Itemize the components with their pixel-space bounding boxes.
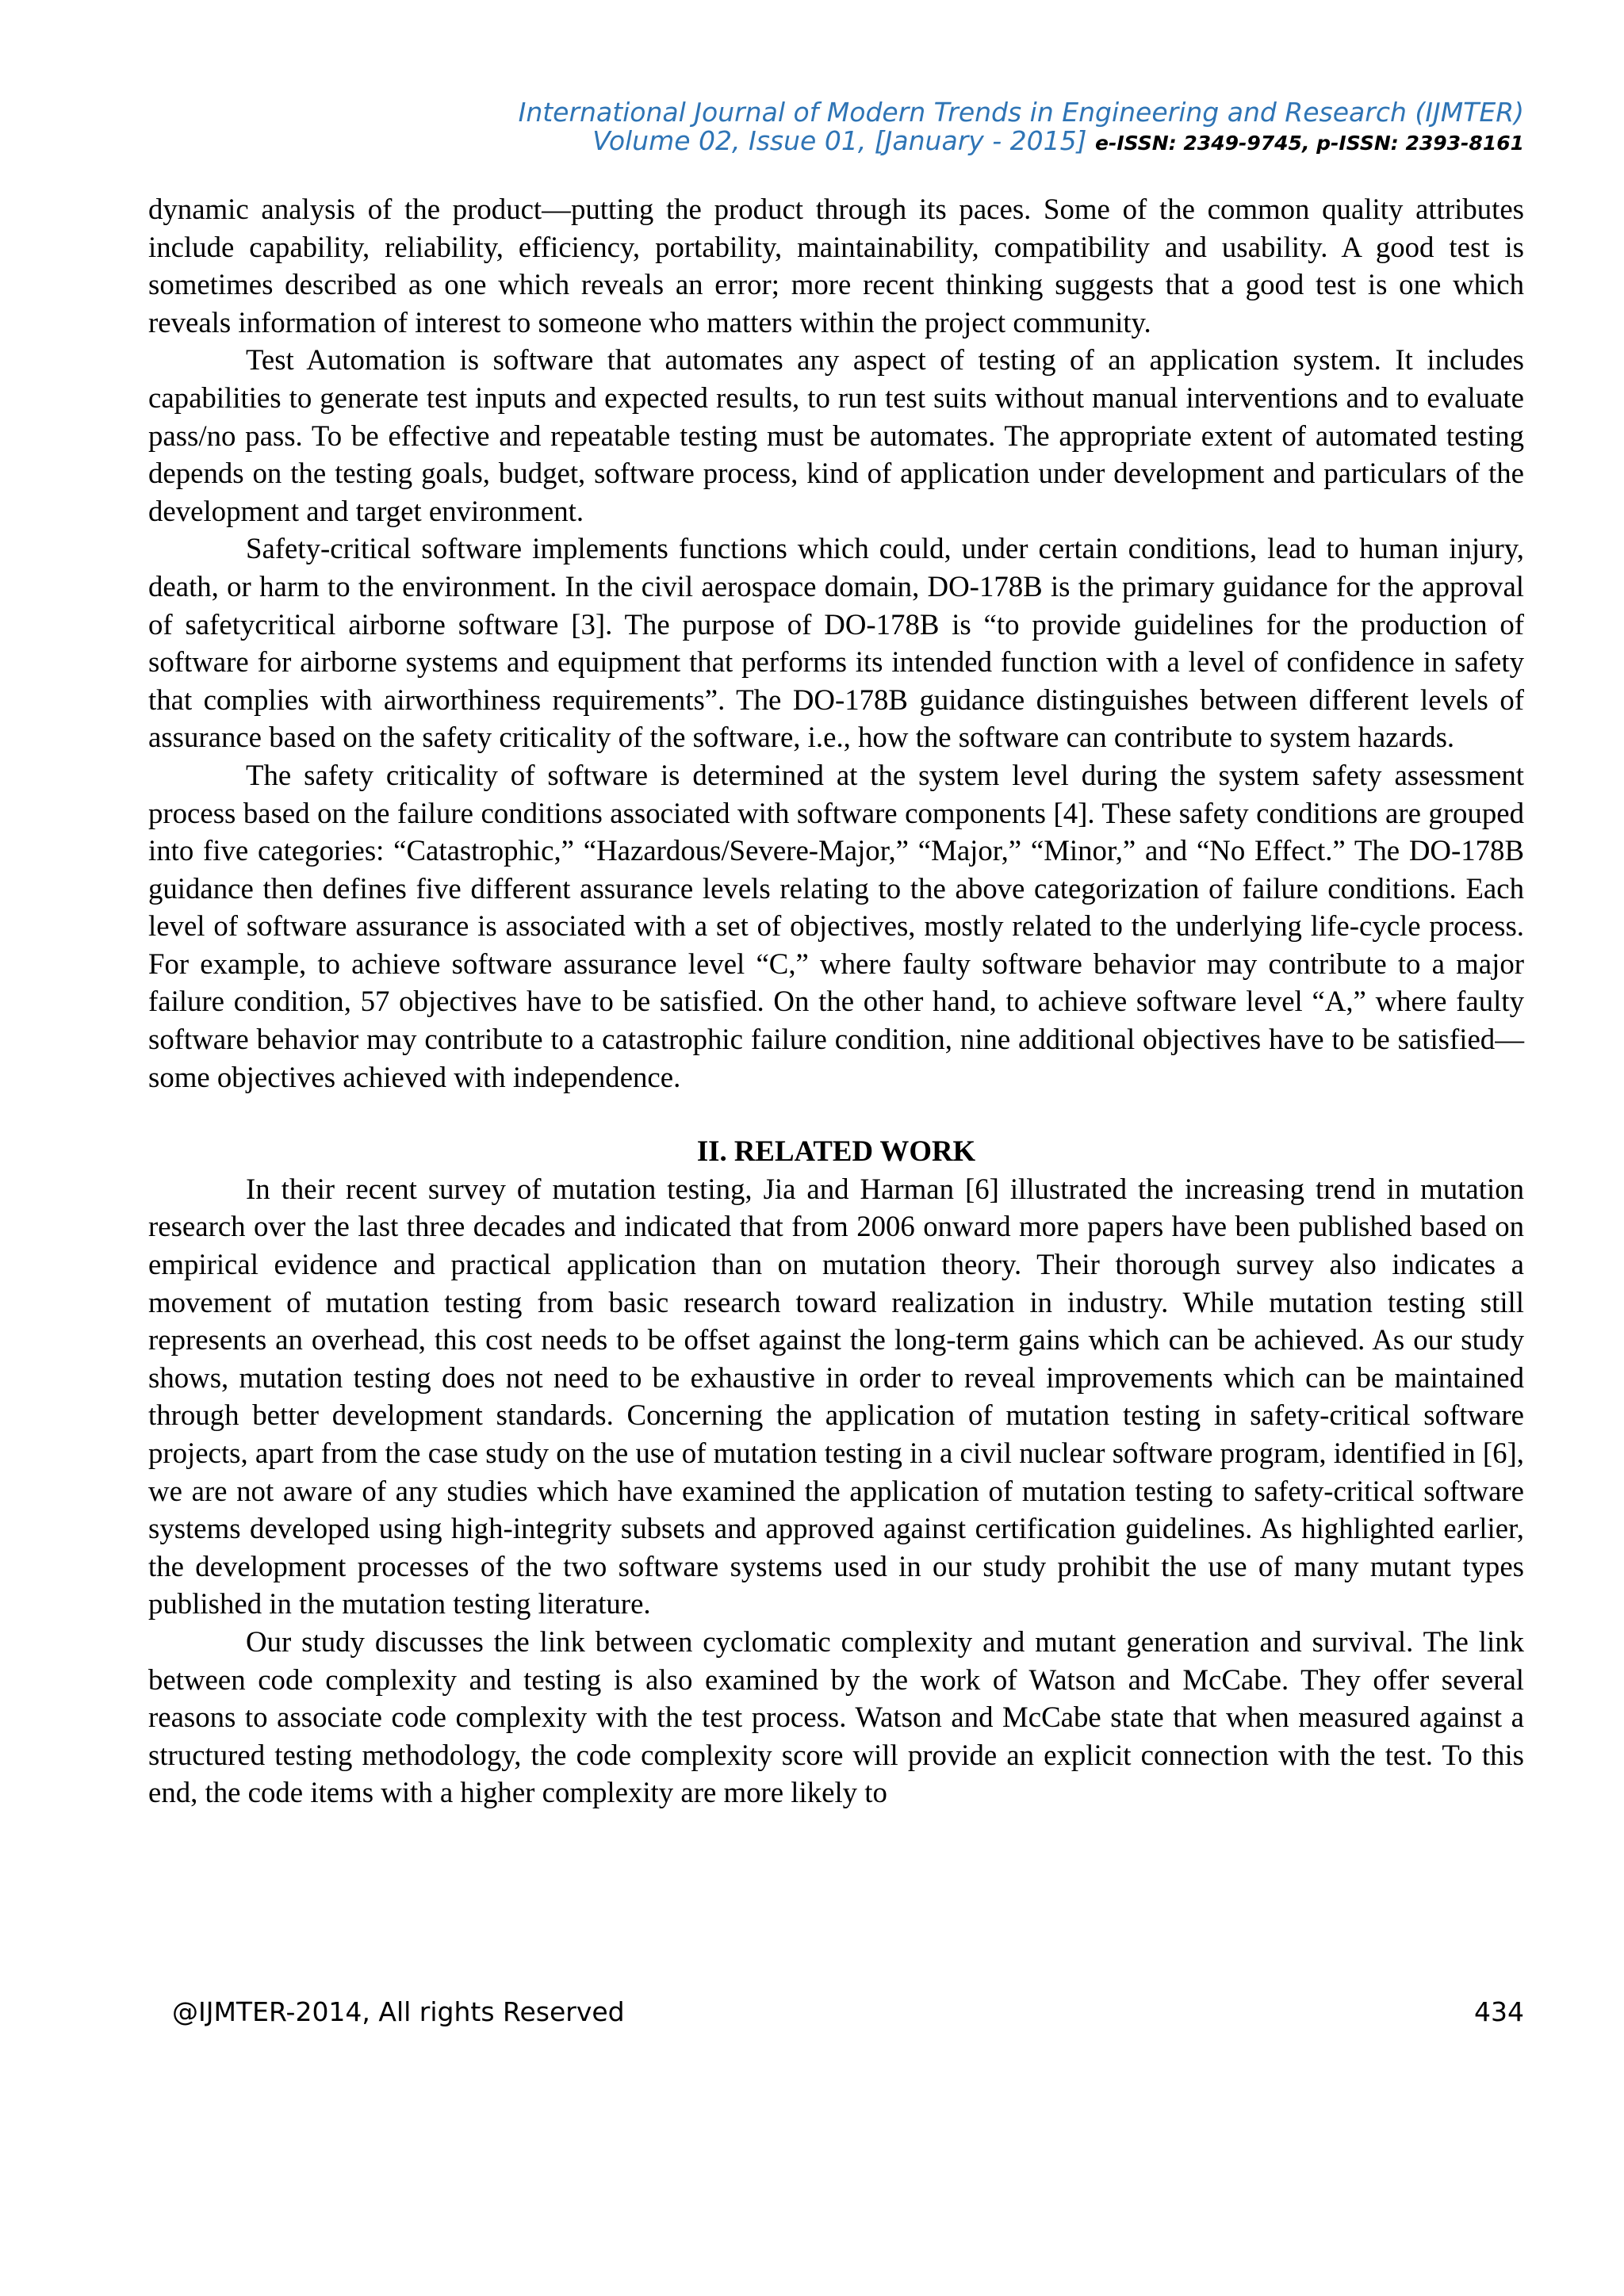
paragraph-3: Safety-critical software implements functions which could, under certain conditions, lead to human injury, death, or harm to the environment. In the civil aerospace domain, DO-178B is the primary guidance for the approval of safetycritical airborne software [3]. The purpose of DO-178B is “to provide guidelines for the production of software for airborne systems and equipment that performs its intended function with a level of confidence in safety that complies with airworthiness requirements”. The DO-178B guidance distinguishes between different levels of assurance based on the safety criticality of the software, i.e., how the software can contribute to system hazards. (148, 532, 1524, 754)
paragraph-2: Test Automation is software that automates any aspect of testing of an application system. It includes capabilities to generate test inputs and expected results, to run test suits without manual interventions and to evaluate pass/no pass. To be effective and repeatable testing must be automates. The appropriate extent of automated testing depends on the testing goals, budget, software process, kind of application under development and particulars of the development and target environment. (148, 343, 1524, 527)
journal-title: International Journal of Modern Trends in Engineering and Research (IJMTER) (518, 97, 1524, 128)
paragraph-1: dynamic analysis of the product—putting the product through its paces. Some of the common quality attributes include capability, reliability, efficiency, portability, maintainability, compatibility and usability. A good test is sometimes described as one which reveals an error; more recent thinking suggests that a good test is one which reveals information of interest to someone who matters within the project community. (148, 193, 1524, 339)
paper-page (148, 0, 1524, 2296)
section-heading: II. RELATED WORK (696, 1135, 976, 1168)
paragraph-6: Our study discusses the link between cyclomatic complexity and mutant generation and survival. The link between code complexity and testing is also examined by the work of Watson and McCabe. They offer several reasons to associate code complexity with the test process. Watson and McCabe state that when measured against a structured testing methodology, the code complexity score will provide an explicit connection with the test. To this end, the code items with a higher complexity are more likely to (148, 1624, 1524, 1809)
paragraph-4: The safety criticality of software is determined at the system level during the system safety assessment process based on the failure conditions associated with software components [4]. These safety conditions are grouped into five categories: “Catastrophic,” “Hazardous/Severe-Major,” “Major,” “Minor,” and “No Effect.” The DO-178B guidance then defines five different assurance levels relating to the above categorization of failure conditions. Each level of software assurance is associated with a set of objectives, mostly related to the underlying life-cycle process. For example, to achieve software assurance level “C,” where faulty software behavior may contribute to a major failure condition, 57 objectives have to be satisfied. On the other hand, to achieve software level “A,” where faulty software behavior may contribute to a catastrophic failure condition, nine additional objectives have to be satisfied—some objectives achieved with independence. (148, 758, 1524, 1093)
paragraph-5: In their recent survey of mutation testing, Jia and Harman [6] illustrated the increasing trend in mutation research over the last three decades and indicated that from 2006 onward more papers have been published based on empirical evidence and practical application than on mutation theory. Their thorough survey also indicates a movement of mutation testing from basic research toward realization in industry. While mutation testing still represents an overhead, this cost needs to be offset against the long-term gains which can be achieved. As our study shows, mutation testing does not need to be exhaustive in order to reveal improvements which can be maintained through better development standards. Concerning the application of mutation testing in safety-critical software projects, apart from the case study on the use of mutation testing in a civil nuclear software program, identified in [6], we are not aware of any studies which have examined the application of mutation testing to safety-critical software systems developed using high-integrity subsets and approved against certification guidelines. As highlighted earlier, the development processes of the two software systems used in our study prohibit the use of many mutant types published in the mutation testing literature. (148, 1172, 1524, 1621)
running-header (519, 98, 1524, 158)
page-number: 434 (1474, 1996, 1524, 2027)
copyright-notice: @IJMTER-2014, All rights Reserved (172, 1996, 625, 2027)
volume-issue: Volume 02, Issue 01, [January - 2015] (592, 125, 1087, 156)
issn-numbers: e-ISSN: 2349-9745, p-ISSN: 2393-8161 (1095, 132, 1524, 155)
volume-line (519, 127, 1524, 158)
body-text (148, 190, 1524, 1812)
